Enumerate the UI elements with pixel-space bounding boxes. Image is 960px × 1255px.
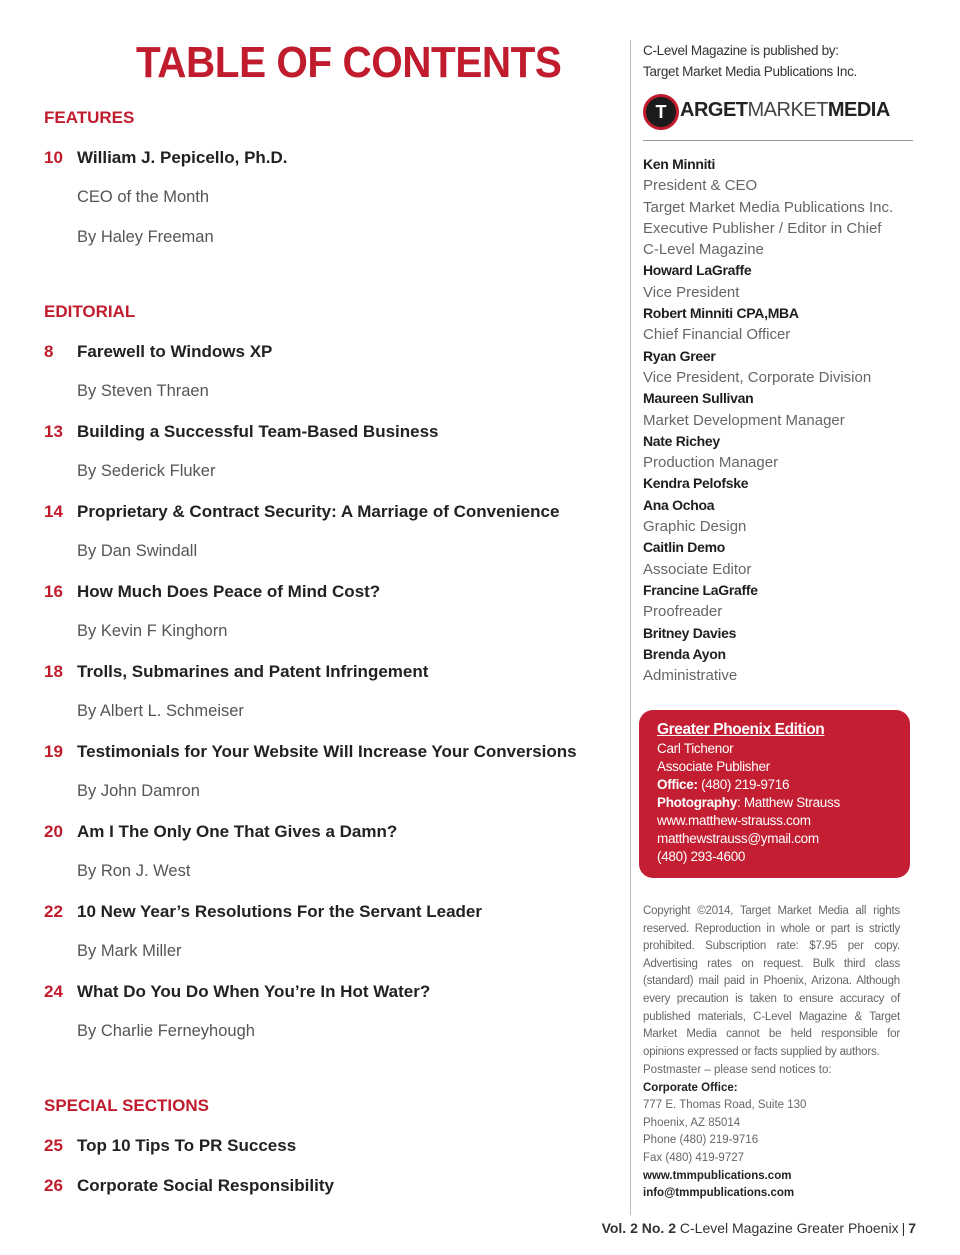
staff-name: Ana Ochoa [643,496,715,513]
toc-page-number: 25 [44,1136,63,1155]
toc-entry-subtitle: By Kevin F Kinghorn [77,622,228,640]
toc-article-title: Corporate Social Responsibility [77,1176,334,1195]
toc-entry[interactable] [0,1176,620,1202]
edition-role: Associate Publisher [657,759,770,774]
staff-role: Proofreader [643,603,723,621]
page-title: TABLE OF CONTENTS [136,38,562,87]
publisher-line-2: Target Market Media Publications Inc. [643,64,858,79]
toc-page-number: 24 [44,982,63,1001]
staff-list [643,154,913,686]
logo-word-1: ARGET [680,99,748,121]
toc-article-title: William J. Pepicello, Ph.D. [77,148,288,167]
section-heading: SPECIAL SECTIONS [44,1096,209,1115]
edition-title: Greater Phoenix Edition [657,721,825,738]
toc-article-title: Farewell to Windows XP [77,342,273,361]
staff-role: C-Level Magazine [643,241,764,259]
staff-name: Caitlin Demo [643,539,725,556]
toc-entry[interactable] [0,342,620,368]
staff-role: Graphic Design [643,518,747,536]
toc-article-title: Testimonials for Your Website Will Increase Your Conversions [77,742,577,761]
toc-entry[interactable] [0,822,620,848]
toc-article-title: What Do You Do When You’re In Hot Water? [77,982,431,1001]
footer-volume: Vol. 2 No. 2 [601,1220,676,1236]
edition-email: matthewstrauss@ymail.com [657,831,819,846]
edition-name: Carl Tichenor [657,741,734,756]
edition-office [657,776,907,794]
toc-page-number: 14 [44,502,63,521]
publisher-line-1: C-Level Magazine is published by: [643,43,839,58]
toc-entry-subtitle: By John Damron [77,782,200,800]
staff-role: Market Development Manager [643,411,845,429]
toc-entry[interactable] [0,1136,620,1162]
toc-entry[interactable] [0,742,620,768]
toc-entry[interactable] [0,502,620,528]
office-label: Corporate Office: [643,1082,738,1094]
toc-page-number: 22 [44,902,63,921]
edition-web: www.matthew-strauss.com [657,813,811,828]
staff-name: Maureen Sullivan [643,390,754,407]
toc-entry-subtitle: By Steven Thraen [77,382,209,400]
toc-entry[interactable] [0,902,620,928]
toc-article-title: How Much Does Peace of Mind Cost? [77,582,381,601]
staff-role: Target Market Media Publications Inc. [643,198,894,216]
toc-entry[interactable] [0,582,620,608]
staff-role: Vice President [643,283,740,301]
footer-separator: | [901,1220,906,1236]
staff-role: Chief Financial Officer [643,326,791,344]
toc-page-number: 19 [44,742,63,761]
staff-role: Executive Publisher / Editor in Chief [643,219,882,237]
toc-page-number: 13 [44,422,63,441]
toc-page-number: 8 [44,342,54,361]
edition-office-phone: (480) 219-9716 [701,777,790,792]
toc-page-number: 26 [44,1176,63,1195]
section-heading: EDITORIAL [44,302,136,321]
copyright-text: Copyright ©2014, Target Market Media all rights reserved. Reproduction in whole or part is strictly prohibited. Subscription rate: $7.95 per copy. Advertising rates on request. Bulk third class (standard) mail paid in Phoenix, Arizona. Although every precaution is taken to ensure accuracy of published materials, C-Level Magazine & Target Market Media cannot be held responsible for opinions expressed or facts supplied by authors. [643,905,900,1058]
office-address-2: Phoenix, AZ 85014 [643,1117,741,1129]
logo-word-2: MARKET [747,99,828,121]
office-fax: Fax (480) 419-9727 [643,1152,745,1164]
postmaster-note: Postmaster – please send notices to: [643,1064,832,1076]
footer-magazine: C-Level Magazine Greater Phoenix [679,1220,899,1236]
column-divider [630,40,631,1215]
staff-role: Vice President, Corporate Division [643,368,872,386]
toc-entry[interactable] [0,982,620,1008]
office-website[interactable]: www.tmmpublications.com [643,1170,792,1182]
edition-photographer: : Matthew Strauss [736,795,840,810]
edition-office-label: Office: [657,777,698,792]
logo-word-3: MEDIA [827,99,890,121]
edition-photo [657,794,907,812]
toc-article-title: Am I The Only One That Gives a Damn? [77,822,398,841]
toc-page-number: 18 [44,662,63,681]
staff-name: Kendra Pelofske [643,475,749,492]
office-address-1: 777 E. Thomas Road, Suite 130 [643,1099,807,1111]
staff-role: Production Manager [643,454,779,472]
toc-page-number: 20 [44,822,63,841]
toc-entry[interactable] [0,422,620,448]
toc-entry[interactable] [0,662,620,688]
logo-wordmark [680,99,890,122]
toc-article-title: Building a Successful Team-Based Business [77,422,439,441]
staff-role: President & CEO [643,177,758,195]
staff-name: Ryan Greer [643,347,716,364]
staff-name: Britney Davies [643,624,737,641]
publisher-info [643,40,913,82]
staff-name: Ken Minniti [643,156,716,172]
toc-entry-subtitle: By Ron J. West [77,862,191,880]
toc-article-title: Proprietary & Contract Security: A Marriage of Convenience [77,502,560,521]
target-logo-icon: T [643,94,679,130]
toc-entry-subtitle: By Mark Miller [77,942,182,960]
staff-name: Robert Minniti CPA,MBA [643,305,799,322]
toc-entry-subtitle: By Albert L. Schmeiser [77,702,244,720]
staff-name: Brenda Ayon [643,645,726,662]
toc-entry-subtitle: By Sederick Fluker [77,462,216,480]
toc-article-title: 10 New Year’s Resolutions For the Servant Leader [77,902,483,921]
toc-article-title: Top 10 Tips To PR Success [77,1136,297,1155]
section-heading: FEATURES [44,108,135,127]
edition-box [639,710,910,878]
toc-entry-subtitle: CEO of the Month [77,188,210,206]
logo-divider [643,140,913,141]
edition-photo-label: Photography [657,795,737,810]
staff-name: Nate Richey [643,432,720,449]
toc-entry-subtitle: By Charlie Ferneyhough [77,1022,255,1040]
toc-page-number: 10 [44,148,63,167]
staff-role: Administrative [643,667,738,685]
staff-name: Francine LaGraffe [643,581,758,598]
staff-name: Howard LaGraffe [643,262,752,279]
toc-entry[interactable] [0,148,620,174]
toc-entry-subtitle: By Dan Swindall [77,542,198,560]
office-phone: Phone (480) 219-9716 [643,1134,759,1146]
edition-phone: (480) 293-4600 [657,849,746,864]
office-email[interactable]: info@tmmpublications.com [643,1187,795,1199]
toc-article-title: Trolls, Submarines and Patent Infringement [77,662,429,681]
page-footer [602,1220,916,1236]
staff-role: Associate Editor [643,560,752,578]
toc-entry-subtitle: By Haley Freeman [77,228,214,246]
publisher-logo [643,94,913,130]
toc-page-number: 16 [44,582,63,601]
page-number: 7 [908,1220,916,1236]
